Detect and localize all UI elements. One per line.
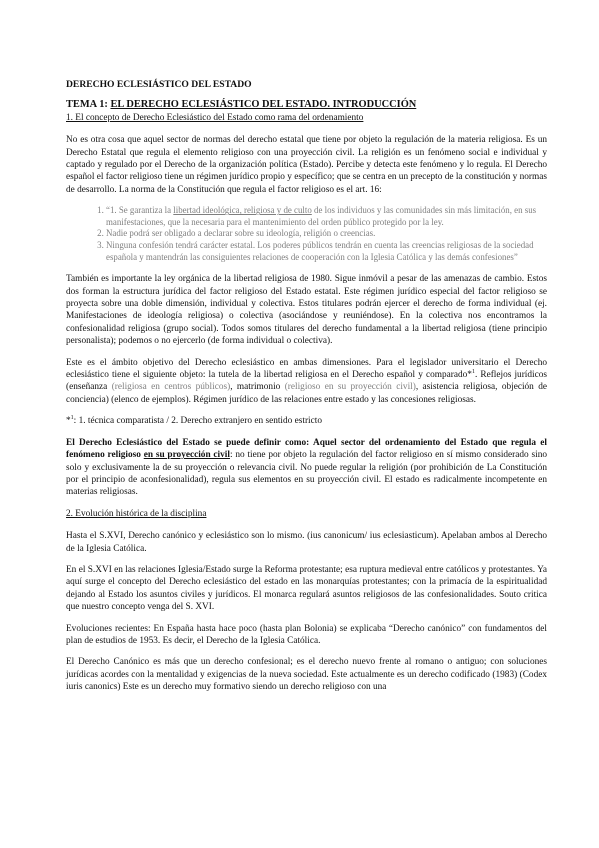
p3-gray-1: (religiosa en centros públicos) <box>111 382 231 393</box>
section2-title: 2. Evolución histórica de la disciplina <box>66 508 207 519</box>
definition-bold: El Derecho Eclesiástico del Estado se puede definir como: Aquel sector del ordenamiento del Estado que regula el fenómeno religioso <box>66 437 547 461</box>
list-item: 2. Nadie podrá ser obligado a declarar sobre su ideología, religión o creencias. <box>106 228 547 240</box>
paragraph-5: Hasta el S.XVI, Derecho canónico y eclesiástico son lo mismo. (ius canonicum/ ius eclesiasticum). Apelaban ambos al Derecho de la Iglesia Católica. <box>66 531 547 554</box>
definition-bold-underlined: en su proyección civil <box>143 450 230 461</box>
definition-rest: : no tiene por objeto la regulación del factor religioso en sí mismo considerado sino solo y exclusivamente la de su proyección o relevancia civil. No puede regular la religión (por prohibición de La Constitución por el principio de aconfesionalidad), regula sus elementos en su proyección civil. El estado es radicalmente incompetente en materias religiosas. <box>66 450 547 498</box>
document-title: DERECHO ECLESIÁSTICO DEL ESTADO <box>66 79 252 90</box>
paragraph-8: El Derecho Canónico es más que un derecho confesional; es el derecho nuevo frente al romano o antiguo; con soluciones jurídicas acordes con la mentalidad y exigencias de la nueva sociedad. Este actualmente es un derecho codificado (1983) (Codex iuris canonics) Este es un derecho muy formativo siendo un derecho religioso con una <box>66 657 547 693</box>
footnote <box>66 415 547 427</box>
paragraph-3 <box>66 357 547 407</box>
definition-paragraph <box>66 437 547 499</box>
footnote-ref: 1 <box>471 368 475 375</box>
footnote-mark: * <box>66 416 71 427</box>
tema-heading <box>66 99 547 111</box>
list-item-text: de los individuos y las comunidades sin más limitación, en sus manifestaciones, que la necesaria para el mantenimiento del orden público protegido por la ley. <box>106 205 537 227</box>
paragraph-7: Evoluciones recientes: En España hasta hace poco (hasta plan Bolonia) se explicaba “Derecho canónico” con fundamentos del plan de estudios de 1953. Es decir, el Derecho de la Iglesia Católica. <box>66 623 547 646</box>
footnote-text: : 1. técnica comparatista / 2. Derecho extranjero en sentido estricto <box>73 416 322 427</box>
p3-text-c: , matrimonio <box>230 382 285 393</box>
paragraph-2: También es importante la ley orgánica de la libertad religiosa de 1980. Sigue inmóvil a pesar de las amenazas de cambio. Estos dos forman la estructura jurídica del factor religioso del Estado estatal. Este régimen jurídico especial del factor religioso se proyecta sobre una doble dimensión, individual y colectiva. Estos titulares podrán ejercer el derecho de forma individual (ej. Manifestaciones de ideología religiosa) o colectiva (asociándose y reuniéndose). En la colectiva nos encontramos la confesionalidad religiosa (grupo social). Todos somos titulares del derecho fundamental a la libertad religiosa (tiene principio personalista); podemos o no ejercerlo (de forma individual o colectiva). <box>66 274 547 347</box>
p3-gray-2: (religioso en su proyección civil) <box>284 382 416 393</box>
tema-prefix: TEMA 1: <box>66 99 111 111</box>
list-item: 3. Ninguna confesión tendrá carácter estatal. Los poderes públicos tendrán en cuenta las creencias religiosas de la sociedad española y mantendrán las consiguientes relaciones de cooperación con la Iglesia Católica y las demás confesiones” <box>106 240 547 263</box>
article-16-list <box>66 205 547 263</box>
p3-text-d: , asistencia religiosa, objeción de conciencia) (elenco de ejemplos). Régimen jurídico de las relaciones entre estado y las concesiones religiosas. <box>66 382 547 405</box>
list-item <box>106 205 547 228</box>
tema-title: EL DERECHO ECLESIÁSTICO DEL ESTADO. INTRODUCCIÓN <box>110 99 417 111</box>
p3-text-a: Este es el ámbito objetivo del Derecho eclesiástico en ambas dimensiones. Para el legislador universitario el Derecho eclesiástico tiene el siguiente objeto: la tutela de la libertad religiosa en el Derecho español y comparado* <box>66 357 547 381</box>
p3-text-b: . Reflejos jurídicos (enseñanza <box>66 370 547 393</box>
section1-title: 1. El concepto de Derecho Eclesiástico del Estado como rama del ordenamiento <box>66 112 364 123</box>
list-item-underlined: libertad ideológica, religiosa y de culto <box>173 205 312 216</box>
list-item-text: “1. Se garantiza la <box>106 205 174 216</box>
paragraph-1: No es otra cosa que aquel sector de normas del derecho estatal que tiene por objeto la regulación de la materia religiosa. Es un Derecho Estatal que regula el elemento religioso con una proyección civil. La religión es un fenómeno social e individual y captado y regulado por el Derecho de la organización política (Estado). Percibe y detecta este fenómeno y lo regula. El Derecho español el factor religioso tiene un régimen jurídico propio y específico; que se centra en un precepto de la constitución y normas de desarrollo. La norma de la Constitución que regula el factor religioso es el art. 16: <box>66 135 547 195</box>
footnote-number: 1 <box>70 415 74 422</box>
paragraph-6: En el S.XVI en las relaciones Iglesia/Estado surge la Reforma protestante; esa ruptura medieval entre católicos y protestantes. Ya aquí surge el concepto del Derecho eclesiástico del estado en las monarquías protestantes; con la primacía de la espiritualidad dejando al Estado los asuntos civiles y jurídicos. El monarca regulará asuntos religiosos de las confesionalidades. Souto critica que nuestro concepto venga del S. XVI. <box>66 564 547 613</box>
